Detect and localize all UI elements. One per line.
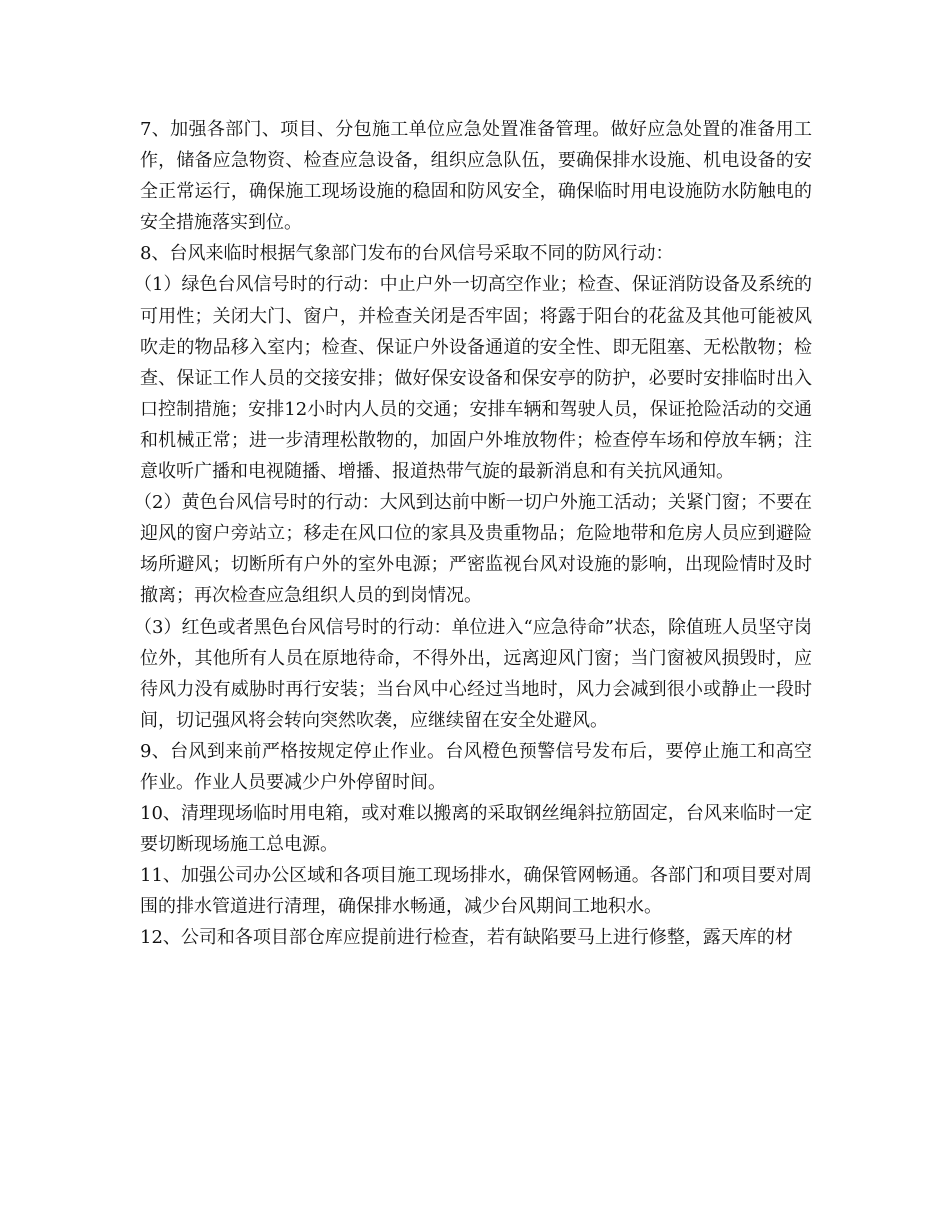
- paragraph-item-10: 10、清理现场临时用电箱，或对难以搬离的采取钢丝绳斜拉筋固定，台风来临时一定要切断现场施工总电源。: [140, 803, 812, 856]
- paragraph-item-7: 7、加强各部门、项目、分包施工单位应急处置准备管理。做好应急处置的准备用工作，储备应急物资、检查应急设备，组织应急队伍，要确保排水设施、机电设备的安全正常运行，确保施工现场设施的稳固和防风安全，确保临时用电设施防水防触电的安全措施落实到位。: [140, 119, 812, 234]
- paragraph-item-12: 12、公司和各项目部仓库应提前进行检查，若有缺陷要马上进行修整，露天库的材: [140, 927, 793, 949]
- paragraph-item-11: 11、加强公司办公区域和各项目施工现场排水，确保管网畅通。各部门和项目要对周围的排水管道进行清理，确保排水畅通，减少台风期间工地积水。: [140, 865, 812, 918]
- document-body: [134, 114, 812, 954]
- paragraph-item-9: 9、台风到来前严格按规定停止作业。台风橙色预警信号发布后，要停止施工和高空作业。作业人员要减少户外停留时间。: [140, 740, 812, 793]
- paragraph-subitem-3: （3）红色或者黑色台风信号时的行动：单位进入“应急待命”状态，除值班人员坚守岗位外，其他所有人员在原地待命，不得外出，远离迎风门窗；当门窗被风损毁时，应待风力没有威胁时再行安装；当台风中心经过当地时，风力会减到很小或静止一段时间，切记强风将会转向突然吹袭，应继续留在安全处避风。: [134, 616, 812, 731]
- paragraph-subitem-2: （2）黄色台风信号时的行动：大风到达前中断一切户外施工活动；关紧门窗；不要在 迎风的窗户旁站立；移走在风口位的家具及贵重物品；危险地带和危房人员应到避险场所避风；切断所有户外的室外电源；严密监视台风对设施的影响，出现险情时及时撤离；再次检查应急组织人员的到岗情况。: [134, 492, 812, 607]
- paragraph-item-8: 8、台风来临时根据气象部门发布的台风信号采取不同的防风行动：: [140, 243, 674, 265]
- paragraph-subitem-1: （1）绿色台风信号时的行动：中止户外一切高空作业；检查、保证消防设备及系统的可用性；关闭大门、窗户，并检查关闭是否牢固；将露于阳台的花盆及其他可能被风吹走的物品移入室内；检查、保证户外设备通道的安全性、即无阻塞、无松散物；检查、保证工作人员的交接安排；做好保安设备和保安亭的防护，必要时安排临时出入口控制措施；安排12小时内人员的交通；安排车辆和驾驶人员，保证抢险活动的交通和机械正常；进一步清理松散物的，加固户外堆放物件；检查停车场和停放车辆；注意收听广播和电视随播、增播、报道热带气旋的最新消息和有关抗风通知。: [134, 274, 812, 483]
